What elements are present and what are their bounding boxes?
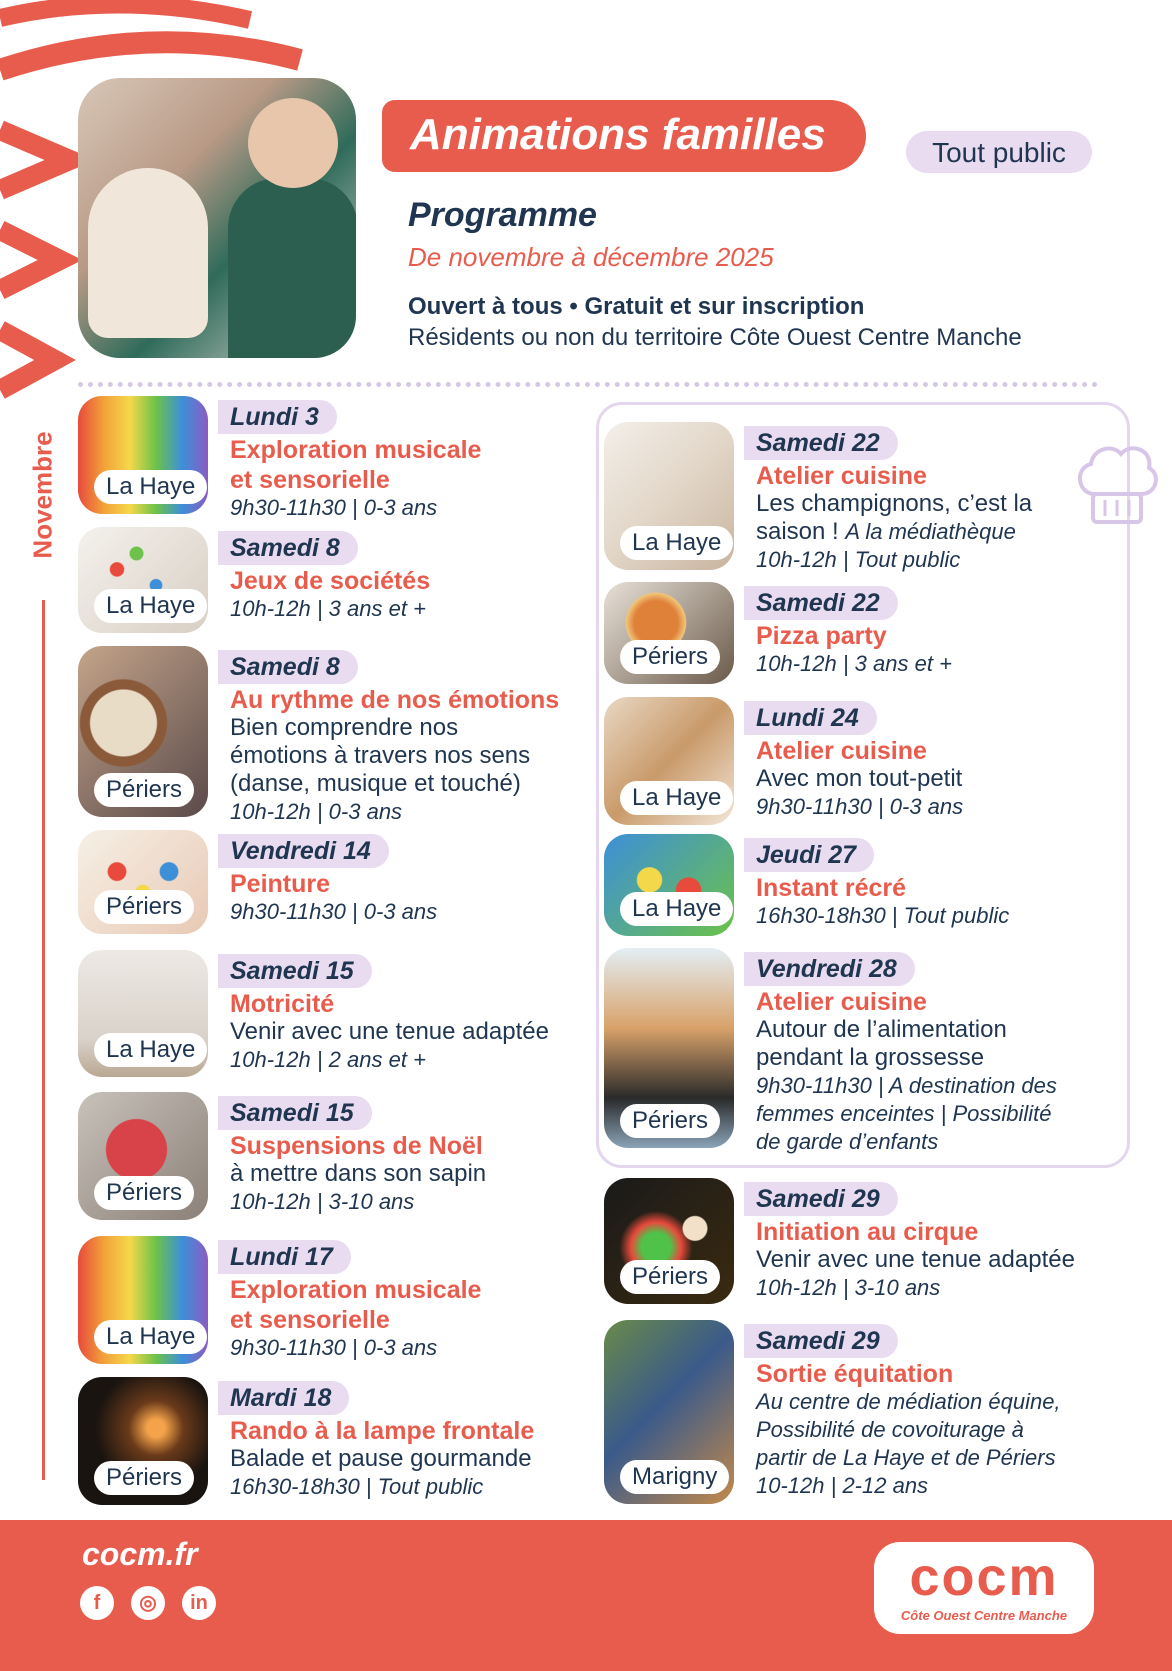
month-label bbox=[24, 410, 62, 580]
event-info: 9h30-11h30 | 0-3 ans bbox=[756, 794, 964, 819]
program-label: Programme bbox=[408, 196, 597, 234]
event-description-text: saison ! bbox=[756, 518, 839, 545]
location-badge: La Haye bbox=[94, 1033, 207, 1067]
event-day: Jeudi 27 bbox=[744, 838, 874, 872]
event-photo bbox=[604, 834, 734, 936]
event-title: et sensorielle bbox=[230, 466, 390, 494]
website-link[interactable]: cocm.fr bbox=[82, 1536, 198, 1572]
event-info: 10h-12h | 3-10 ans bbox=[230, 1189, 415, 1214]
event-info: partir de La Haye et de Périers bbox=[756, 1445, 1056, 1470]
event-item bbox=[230, 954, 549, 1074]
event-photo bbox=[604, 422, 734, 570]
event-description: Les champignons, c’est la bbox=[756, 490, 1033, 517]
event-description: Venir avec une tenue adaptée bbox=[230, 1018, 549, 1045]
event-day: Samedi 22 bbox=[744, 426, 898, 460]
event-day: Samedi 29 bbox=[744, 1182, 898, 1216]
location-badge: Périers bbox=[94, 1176, 194, 1210]
event-info: 9h30-11h30 | A destination des bbox=[756, 1073, 1057, 1098]
event-title: Initiation au cirque bbox=[756, 1218, 979, 1246]
event-title: Suspensions de Noël bbox=[230, 1132, 483, 1160]
event-title: Atelier cuisine bbox=[756, 462, 927, 490]
event-day: Vendredi 28 bbox=[744, 952, 915, 986]
page-title: Animations familles bbox=[410, 110, 826, 159]
event-info: Au centre de médiation équine, bbox=[756, 1389, 1061, 1414]
event-day: Samedi 22 bbox=[744, 586, 898, 620]
event-item bbox=[756, 838, 1009, 930]
location-badge: Périers bbox=[94, 773, 194, 807]
event-item bbox=[230, 650, 559, 826]
event-description: Avec mon tout-petit bbox=[756, 765, 963, 792]
event-item bbox=[756, 701, 963, 821]
event-day: Samedi 8 bbox=[218, 650, 358, 684]
event-info: 10h-12h | 3-10 ans bbox=[756, 1275, 941, 1300]
residents-info: Résidents ou non du territoire Côte Ouest Centre Manche bbox=[408, 324, 1022, 351]
dotted-divider bbox=[78, 382, 1098, 387]
location-badge: La Haye bbox=[94, 470, 207, 504]
event-info: 10h-12h | 3 ans et + bbox=[756, 651, 952, 676]
event-photo bbox=[78, 830, 208, 934]
event-item bbox=[230, 531, 430, 623]
event-item bbox=[230, 1381, 534, 1501]
event-day: Samedi 8 bbox=[218, 531, 358, 565]
event-day: Lundi 17 bbox=[218, 1240, 351, 1274]
location-badge: Périers bbox=[94, 890, 194, 924]
event-info: 16h30-18h30 | Tout public bbox=[230, 1474, 484, 1499]
location-badge: La Haye bbox=[94, 589, 207, 623]
event-day: Lundi 24 bbox=[744, 701, 877, 735]
event-description: (danse, musique et touché) bbox=[230, 770, 521, 797]
event-title: Atelier cuisine bbox=[756, 988, 927, 1016]
event-item bbox=[230, 1240, 481, 1362]
audience-badge bbox=[906, 131, 1092, 173]
event-photo bbox=[604, 697, 734, 825]
logo-subtitle: Côte Ouest Centre Manche bbox=[900, 1608, 1068, 1623]
location-badge: La Haye bbox=[620, 892, 733, 926]
event-photo bbox=[78, 527, 208, 633]
event-info: 9h30-11h30 | 0-3 ans bbox=[230, 495, 438, 520]
event-title: Peinture bbox=[230, 870, 331, 898]
event-info: 16h30-18h30 | Tout public bbox=[756, 903, 1010, 928]
event-info: 9h30-11h30 | 0-3 ans bbox=[230, 1335, 438, 1360]
event-info: femmes enceintes | Possibilité bbox=[756, 1101, 1052, 1126]
event-description: Venir avec une tenue adaptée bbox=[756, 1246, 1075, 1273]
event-item bbox=[230, 834, 437, 926]
location-badge: Périers bbox=[620, 1260, 720, 1294]
event-photo bbox=[78, 950, 208, 1077]
event-day: Samedi 15 bbox=[218, 954, 372, 988]
location-badge: Périers bbox=[94, 1461, 194, 1495]
event-title: Atelier cuisine bbox=[756, 737, 927, 765]
event-description: Bien comprendre nos bbox=[230, 714, 459, 741]
event-info: 10h-12h | Tout public bbox=[756, 547, 961, 572]
event-day: Samedi 15 bbox=[218, 1096, 372, 1130]
event-title: Instant récré bbox=[756, 874, 907, 902]
event-title: Jeux de sociétés bbox=[230, 567, 431, 595]
event-info: 10h-12h | 0-3 ans bbox=[230, 799, 403, 824]
event-title: Exploration musicale bbox=[230, 436, 482, 464]
event-description: émotions à travers nos sens bbox=[230, 742, 531, 769]
event-info: Possibilité de covoiturage à bbox=[756, 1417, 1024, 1442]
event-day: Vendredi 14 bbox=[218, 834, 389, 868]
event-day: Lundi 3 bbox=[218, 400, 337, 434]
hero-photo bbox=[78, 78, 356, 358]
linkedin-icon[interactable]: in bbox=[182, 1586, 216, 1620]
event-info: 10-12h | 2-12 ans bbox=[756, 1473, 929, 1498]
facebook-icon[interactable]: f bbox=[80, 1586, 114, 1620]
event-item bbox=[230, 400, 481, 522]
event-item bbox=[756, 952, 1057, 1156]
event-photo bbox=[78, 396, 208, 514]
event-venue: A la médiathèque bbox=[845, 519, 1016, 544]
cocm-logo bbox=[874, 1542, 1094, 1634]
instagram-icon[interactable]: ◎ bbox=[131, 1586, 165, 1620]
event-info: 10h-12h | 2 ans et + bbox=[230, 1047, 426, 1072]
access-info: Ouvert à tous • Gratuit et sur inscription bbox=[408, 293, 865, 320]
event-photo bbox=[604, 1320, 734, 1504]
event-info: de garde d’enfants bbox=[756, 1129, 939, 1154]
event-description: pendant la grossesse bbox=[756, 1044, 985, 1071]
location-badge: La Haye bbox=[620, 526, 733, 560]
event-title: Rando à la lampe frontale bbox=[230, 1417, 535, 1445]
event-photo bbox=[78, 646, 208, 817]
event-description bbox=[756, 518, 1032, 546]
logo-text: cocm bbox=[909, 1547, 1059, 1607]
event-info: 9h30-11h30 | 0-3 ans bbox=[230, 899, 438, 924]
chef-hat-icon bbox=[1073, 438, 1159, 530]
location-badge: La Haye bbox=[620, 781, 733, 815]
audience-label: Tout public bbox=[932, 137, 1066, 168]
location-badge: Périers bbox=[620, 1104, 720, 1138]
event-item bbox=[756, 1324, 1061, 1500]
event-description: Balade et pause gourmande bbox=[230, 1445, 532, 1472]
event-title: Au rythme de nos émotions bbox=[230, 686, 560, 714]
event-day: Mardi 18 bbox=[218, 1381, 349, 1415]
title-banner bbox=[382, 100, 866, 172]
month-text: Novembre bbox=[27, 431, 58, 559]
event-photo bbox=[78, 1092, 208, 1220]
event-photo bbox=[78, 1236, 208, 1364]
event-item bbox=[756, 586, 952, 678]
event-day: Samedi 29 bbox=[744, 1324, 898, 1358]
month-line bbox=[42, 600, 45, 1480]
event-title: Motricité bbox=[230, 990, 335, 1018]
event-item bbox=[230, 1096, 486, 1216]
event-title: Exploration musicale bbox=[230, 1276, 482, 1304]
event-description: Autour de l’alimentation bbox=[756, 1016, 1007, 1043]
event-photo bbox=[604, 582, 734, 684]
event-photo bbox=[604, 1178, 734, 1304]
event-photo bbox=[604, 948, 734, 1148]
event-title: Sortie équitation bbox=[756, 1360, 954, 1388]
event-photo bbox=[78, 1377, 208, 1505]
event-info: 10h-12h | 3 ans et + bbox=[230, 596, 426, 621]
event-title: et sensorielle bbox=[230, 1306, 390, 1334]
program-dates: De novembre à décembre 2025 bbox=[408, 242, 774, 272]
location-badge: Périers bbox=[620, 640, 720, 674]
event-item bbox=[756, 426, 1032, 574]
event-description: à mettre dans son sapin bbox=[230, 1160, 487, 1187]
location-badge: Marigny bbox=[620, 1460, 729, 1494]
event-item bbox=[756, 1182, 1075, 1302]
location-badge: La Haye bbox=[94, 1320, 207, 1354]
event-title: Pizza party bbox=[756, 622, 887, 650]
